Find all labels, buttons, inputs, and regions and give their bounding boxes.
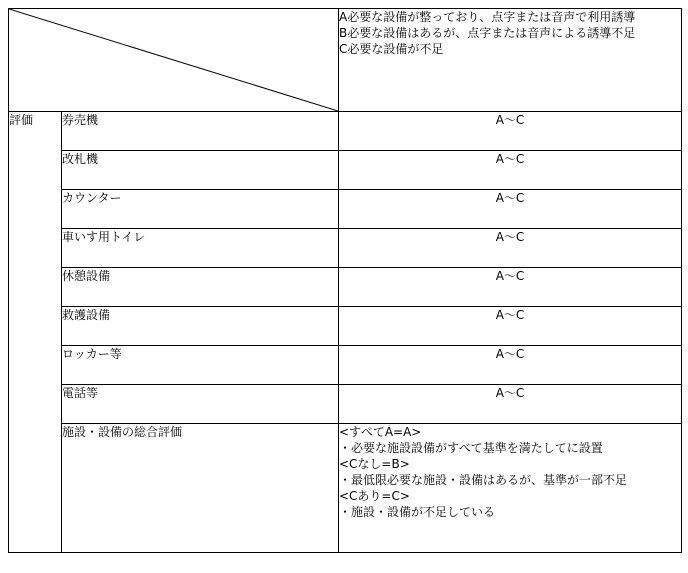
item-label: ロッカー等 [62, 346, 339, 385]
summary-line: ・最低限必要な施設・設備はあるが、基準が一部不足 [339, 473, 628, 487]
summary-line: <すべてA=A> [339, 425, 422, 439]
item-grade: A～C [339, 112, 682, 151]
table-row [9, 268, 682, 307]
diagonal-line [9, 9, 338, 111]
summary-line: ・施設・設備が不足している [339, 505, 496, 519]
item-label: 休憩設備 [62, 268, 339, 307]
group-label-evaluation: 評価 [9, 112, 62, 553]
summary-line: ・必要な施設設備がすべて基準を満たしてに設置 [339, 441, 603, 455]
table-row [9, 229, 682, 268]
item-grade: A～C [339, 151, 682, 190]
legend-line-c: C必要な設備が不足 [339, 42, 444, 56]
diagonal-corner-cell [9, 9, 339, 112]
item-grade: A～C [339, 229, 682, 268]
item-label: 車いす用トイレ [62, 229, 339, 268]
item-grade: A～C [339, 346, 682, 385]
item-grade: A～C [339, 307, 682, 346]
summary-line: <Cなし=B> [339, 457, 410, 471]
evaluation-table [8, 8, 682, 553]
item-label: 券売機 [62, 112, 339, 151]
grade-legend [339, 9, 682, 112]
item-label: カウンター [62, 190, 339, 229]
summary-row [9, 424, 682, 553]
item-grade: A～C [339, 190, 682, 229]
item-label: 電話等 [62, 385, 339, 424]
summary-criteria [339, 424, 682, 553]
summary-line: <Cあり=C> [339, 489, 410, 503]
table-row [9, 346, 682, 385]
item-label: 救護設備 [62, 307, 339, 346]
item-grade: A～C [339, 268, 682, 307]
header-row [9, 9, 682, 112]
table-row [9, 385, 682, 424]
table-row [9, 112, 682, 151]
table-row [9, 151, 682, 190]
table-row [9, 190, 682, 229]
summary-label: 施設・設備の総合評価 [62, 424, 339, 553]
legend-line-a: A必要な設備が整っており、点字または音声で利用誘導 [339, 10, 636, 24]
legend-line-b: B必要な設備はあるが、点字または音声による誘導不足 [339, 26, 636, 40]
item-grade: A～C [339, 385, 682, 424]
item-label: 改札機 [62, 151, 339, 190]
table-row [9, 307, 682, 346]
